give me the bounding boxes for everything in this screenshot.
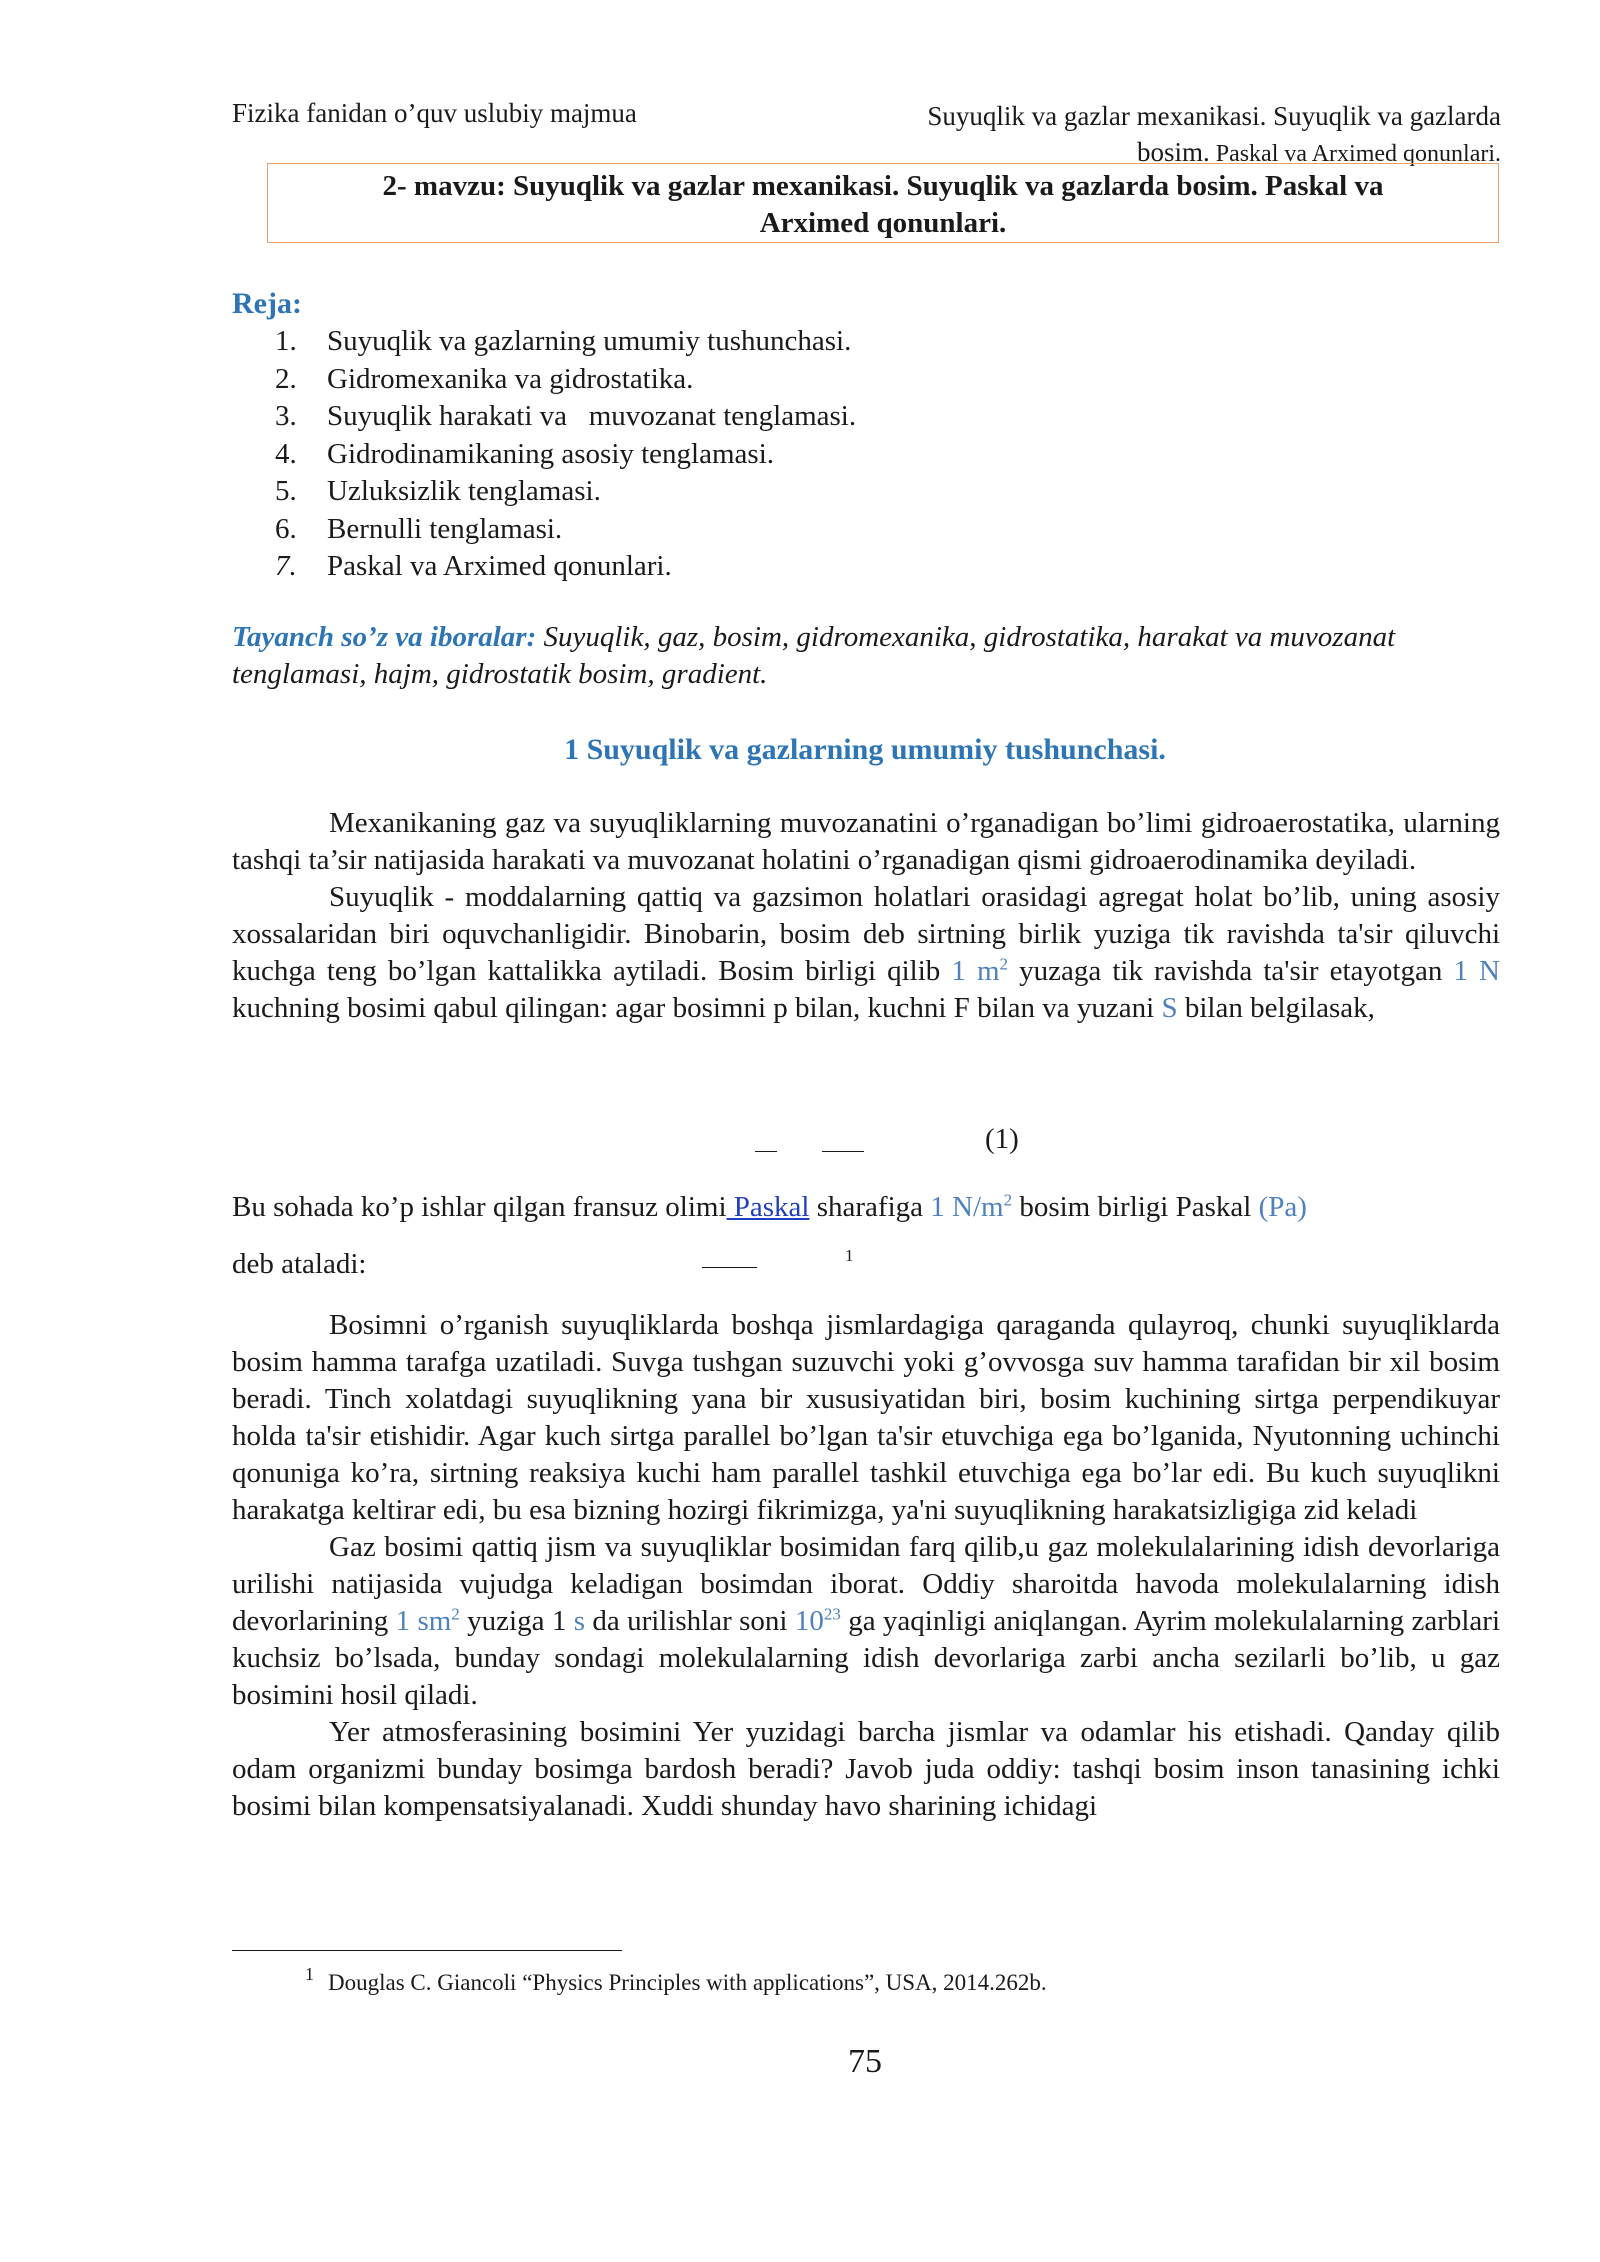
footnote-number: 1 bbox=[305, 1964, 314, 1984]
plan-item-number: 4. bbox=[275, 437, 297, 470]
running-header-right-line1: Suyuqlik va gazlar mexanikasi. Suyuqlik va gazlarda bbox=[927, 101, 1501, 131]
section-heading: 1 Suyuqlik va gazlarning umumiy tushunchasi. bbox=[564, 733, 1166, 766]
keywords-paragraph bbox=[232, 619, 1500, 693]
unit-newton: 1 N bbox=[1453, 955, 1500, 987]
pascal-line-part-c: bosim birligi Paskal bbox=[1012, 1191, 1259, 1223]
paragraph-2-part-c: kuchning bosimi qabul qilingan: agar bosimni p bilan, kuchni F bilan va yuzani bbox=[232, 992, 1162, 1024]
plan-item-number: 3. bbox=[275, 400, 297, 432]
topic-title-line1: 2- mavzu: Suyuqlik va gazlar mexanikasi. Suyuqlik va gazlarda bosim. Paskal va bbox=[382, 170, 1384, 202]
plan-item-number: 2. bbox=[275, 362, 297, 395]
paragraph-4-part-a: Gaz bosimi qattiq jism va suyuqliklar bosimidan farq qilib,u gaz molekulalarining idish devorlariga urilishi natijasida vujudga keladigan bosimdan iborat. Oddiy sharoitda havoda molekulalarning idish devorlarining bbox=[232, 1531, 1500, 1637]
pascal-line-part-a: Bu sohada ko’p ishlar qilgan fransuz olimi bbox=[232, 1191, 727, 1223]
paragraph-2-part-b: yuzaga tik ravishda ta'sir etayotgan bbox=[1008, 955, 1454, 987]
plan-item-text: Suyuqlik va gazlarning umumiy tushunchasi. bbox=[327, 325, 852, 357]
formula-number: (1) bbox=[985, 1123, 1019, 1155]
power-of-ten bbox=[795, 1605, 841, 1637]
keywords-text: Suyuqlik, gaz, bosim, gidromexanika, gidrostatika, harakat va muvozanat tenglamasi, hajm, gidrostatik bosim, gradient. bbox=[232, 621, 1396, 690]
paragraph-4-part-b: yuziga 1 bbox=[459, 1605, 574, 1637]
unit-pascal-base: 1 N/m bbox=[930, 1191, 1004, 1223]
unit-square-centimeter-exponent: 2 bbox=[451, 1604, 460, 1624]
unit-square-meter bbox=[951, 955, 1008, 987]
symbol-area: S bbox=[1161, 992, 1178, 1024]
paragraph-4 bbox=[232, 1529, 1500, 1714]
plan-list bbox=[275, 323, 856, 586]
page-number: 75 bbox=[848, 2043, 882, 2080]
running-header-left: Fizika fanidan o’quv uslubiy majmua bbox=[232, 98, 637, 128]
plan-item-text: Paskal va Arximed qonunlari. bbox=[327, 550, 672, 582]
power-of-ten-base: 10 bbox=[794, 1605, 824, 1637]
plan-item-number: 1. bbox=[275, 325, 297, 357]
plan-item-text: Bernulli tenglamasi. bbox=[327, 512, 563, 545]
footnote-separator bbox=[232, 1950, 622, 1951]
footnote-text: Douglas C. Giancoli “Physics Principles with applications”, USA, 2014.262b. bbox=[328, 1970, 1047, 1995]
formula-fraction-bar-short bbox=[755, 1151, 777, 1152]
paragraph-2-part-a: Suyuqlik - moddalarning qattiq va gazsimon holatlari orasidagi agregat holat bo’lib, uning asosiy xossalaridan biri oquvchanligidir. Binobarin, bosim deb sirtning birlik yuziga tik ravishda ta'sir qiluvchi kuchga teng bo’lgan kattalikka aytiladi. Bosim birligi qilib bbox=[232, 881, 1500, 987]
power-of-ten-exponent: 23 bbox=[823, 1604, 841, 1624]
body-text-block-1 bbox=[232, 805, 1500, 1027]
paragraph-4-part-d: ga yaqinligi aniqlangan. Ayrim molekulalarning zarblari kuchsiz bo’lsada, bunday sondagi molekulalarning idish devorlariga zarbi ancha sezilarli bo’lib, u gaz bosimini hosil qiladi. bbox=[232, 1605, 1500, 1711]
keywords-label: Tayanch so’z va iboralar: bbox=[232, 621, 537, 653]
pascal-line-part-b: sharafiga bbox=[809, 1191, 931, 1223]
plan-item-number: 6. bbox=[275, 512, 297, 545]
unit-square-meter-base: 1 m bbox=[951, 955, 1000, 987]
unit-pascal-exponent: 2 bbox=[1003, 1190, 1013, 1210]
unit-second: s bbox=[573, 1605, 585, 1637]
footnote-reference: 1 bbox=[845, 1246, 854, 1265]
paragraph-3: Bosimni o’rganish suyuqliklarda boshqa jismlardagiga qaraganda qulayroq, chunki suyuqliklarda bosim hamma tarafga uzatiladi. Suvga tushgan suzuvchi yoki g’ovvosga suv hamma tarafidan bir xil bosim beradi. Tinch xolatdagi suyuqlikning yana bir xususiyatidan biri, bosim kuchining sirtga perpendikuyar holda ta'sir etishidir. Agar kuch sirtga parallel bo’lgan ta'sir etuvchiga ega bo’lganida, Nyutonning uchinchi qonuniga ko’ra, sirtning reaksiya kuchi ham parallel tashkil etuvchiga ega bo’lar edi. Bu kuch suyuqlikni harakatga keltirar edi, bu esa bizning hozirgi fikrimizga, ya'ni suyuqlikning harakatsizligiga zid keladi bbox=[232, 1309, 1500, 1526]
paragraph-1: Mexanikaning gaz va suyuqliklarning muvozanatini o’rganadigan bo’limi gidroaerostatika, ularning tashqi ta’sir natijasida harakati va muvozanat holatini o’rganadigan qismi gidroaerodinamika deyiladi. bbox=[232, 807, 1500, 876]
paragraph-2 bbox=[232, 879, 1500, 1027]
plan-item bbox=[275, 361, 856, 399]
formula-fraction-bar-2 bbox=[702, 1267, 757, 1268]
deb-ataladi: deb ataladi: bbox=[232, 1248, 367, 1280]
running-header-right-line2a: bosim. bbox=[1136, 137, 1210, 167]
plan-item-text: Gidrodinamikaning asosiy tenglamasi. bbox=[327, 437, 775, 470]
unit-pa-symbol: (Pa) bbox=[1258, 1191, 1307, 1223]
plan-item-text: Gidromexanika va gidrostatika. bbox=[327, 362, 694, 395]
topic-title-box bbox=[267, 163, 1499, 243]
running-header-right-line2b: Paskal va Arximed qonunlari. bbox=[1209, 141, 1501, 167]
running-header-right bbox=[801, 98, 1501, 172]
unit-pascal-definition bbox=[930, 1191, 1012, 1223]
unit-square-centimeter bbox=[396, 1605, 460, 1637]
topic-title-line2: Arximed qonunlari. bbox=[759, 207, 1007, 239]
pascal-link[interactable]: Paskal bbox=[726, 1191, 810, 1223]
unit-square-meter-exponent: 2 bbox=[999, 954, 1009, 974]
plan-item bbox=[275, 511, 856, 549]
plan-item bbox=[275, 398, 856, 436]
paragraph-4-part-c: da urilishlar soni bbox=[584, 1605, 795, 1637]
paragraph-2-part-d: bilan belgilasak, bbox=[1177, 992, 1375, 1024]
plan-item bbox=[275, 473, 856, 511]
plan-item bbox=[275, 436, 856, 474]
formula-fraction-bar bbox=[822, 1151, 864, 1152]
plan-item bbox=[275, 548, 856, 586]
plan-item-text: Uzluksizlik tenglamasi. bbox=[327, 475, 601, 507]
plan-item bbox=[275, 323, 856, 361]
body-text-block-2 bbox=[232, 1307, 1500, 1825]
plan-item-text: Suyuqlik harakati va muvozanat tenglamasi. bbox=[327, 400, 857, 432]
paragraph-5: Yer atmosferasining bosimini Yer yuzidagi barcha jismlar va odamlar his etishadi. Qanday qilib odam organizmi bunday bosimga bardosh beradi? Javob juda oddiy: tashqi bosim inson tanasining ichki bosimi bilan kompensatsiyalanadi. Xuddi shunday havo sharining ichidagi bbox=[232, 1716, 1500, 1822]
plan-item-number: 5. bbox=[275, 475, 297, 507]
unit-square-centimeter-base: 1 sm bbox=[395, 1605, 452, 1637]
pascal-line bbox=[232, 1189, 1500, 1226]
plan-heading: Reja: bbox=[232, 287, 302, 320]
plan-item-number: 7. bbox=[275, 550, 297, 582]
